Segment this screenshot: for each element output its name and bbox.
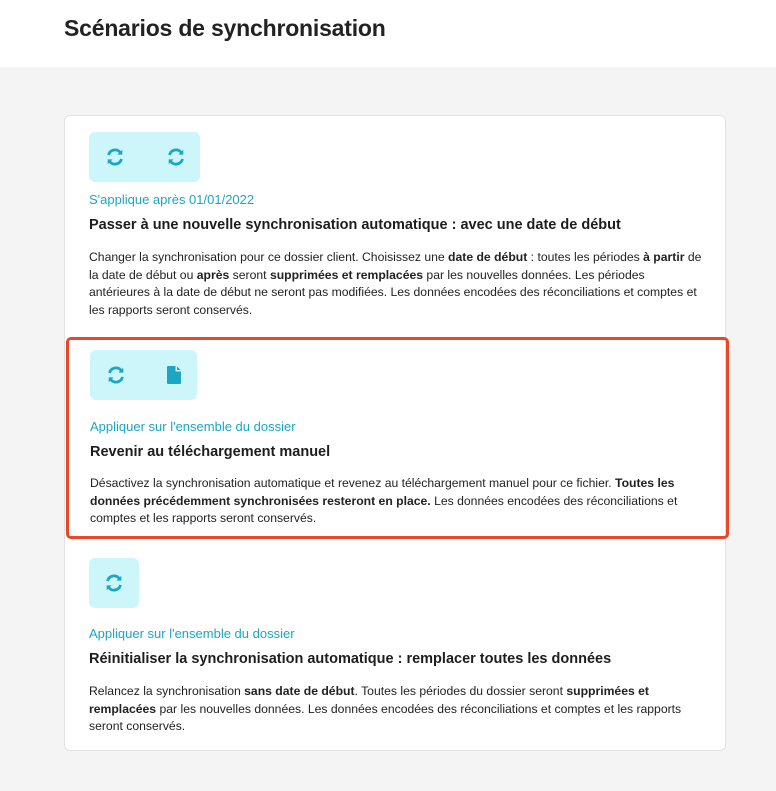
file-icon (162, 363, 186, 387)
scenario-title: Réinitialiser la synchronisation automatique : remplacer toutes les données (89, 651, 612, 667)
scenario-title: Revenir au téléchargement manuel (90, 444, 331, 460)
sync-icon (102, 571, 126, 595)
page-header (0, 0, 776, 67)
scenario-description: Changer la synchronisation pour ce dossier client. Choisissez une date de début : toutes les périodes à partir de la date de début ou après seront supprimées et remplacées par les nouvelles données. Les périodes antérieures à la date de début ne seront pas modifiées. Les données encodées des réconciliations et comptes et les rapports seront conservés. (89, 250, 702, 317)
scenario-start-date[interactable] (65, 116, 727, 336)
scenario-reset-sync[interactable] (65, 541, 727, 751)
scenario-scope: Appliquer sur l'ensemble du dossier (89, 626, 295, 641)
scenario-scope: S'applique après 01/01/2022 (89, 192, 255, 207)
scenarios-panel (64, 115, 726, 751)
scenario-title: Passer à une nouvelle synchronisation automatique : avec une date de début (89, 217, 621, 233)
icon-box (89, 558, 139, 608)
sync-icon (103, 145, 127, 169)
sync-icon (164, 145, 188, 169)
sync-icon (104, 363, 128, 387)
page-title: Scénarios de synchronisation (64, 15, 386, 41)
scenario-description: Relancez la synchronisation sans date de début. Toutes les périodes du dossier seront supprimées et remplacées par les nouvelles données. Les données encodées des réconciliations et comptes et les rapports seront conservés. (89, 684, 682, 733)
scenario-scope: Appliquer sur l'ensemble du dossier (90, 419, 296, 434)
icon-box (90, 350, 197, 400)
icon-box (89, 132, 200, 182)
scenario-description: Désactivez la synchronisation automatique et revenez au téléchargement manuel pour ce fichier. Toutes les données précédemment synchronisées resteront en place. Les données encodées des réconciliations et comptes et les rapports seront conservés. (90, 476, 678, 525)
scenario-manual-download[interactable] (66, 337, 729, 539)
